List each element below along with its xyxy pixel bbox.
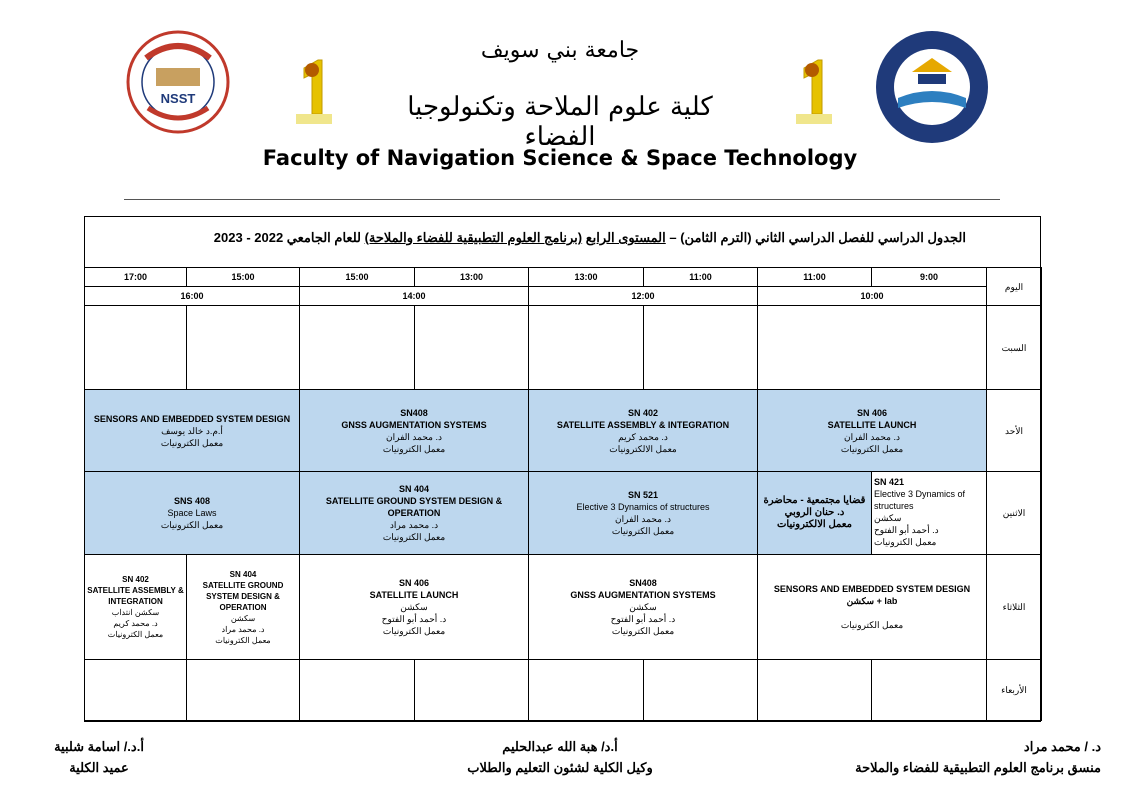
faculty-logo [124, 28, 232, 136]
sat-slot-1 [85, 306, 187, 390]
sat-slot-6 [644, 306, 758, 390]
tue-class-5: SENSORS AND EMBEDDED SYSTEM DESIGN سكشن + lab معمل الكترونيات [758, 555, 987, 660]
sat-slot-3 [300, 306, 415, 390]
tue-class-2: SN 404 SATELLITE GROUND SYSTEM DESIGN & OPERATION سكشن د. محمد مراد معمل الكترونيات [187, 555, 300, 660]
time-top-5: 13:00 [529, 268, 644, 287]
logo-text: NSST [160, 91, 196, 106]
wed-slot-4 [415, 660, 529, 721]
time-top-6: 11:00 [644, 268, 758, 287]
signature-coordinator [855, 736, 1101, 778]
university-name-ar: جامعة بني سويف [480, 38, 640, 63]
day-wednesday: الأربعاء [987, 660, 1042, 721]
day-sunday: الأحد [987, 390, 1042, 472]
day-monday: الاثنين [987, 472, 1042, 555]
vice-dean-name: أ.د/ هبة الله عبدالحليم [502, 739, 618, 754]
schedule-table [84, 267, 1042, 721]
time-top-2: 15:00 [187, 268, 300, 287]
faculty-name-en: Faculty of Navigation Science & Space Technology [262, 146, 858, 170]
header-divider [124, 199, 1000, 200]
wed-slot-5 [529, 660, 644, 721]
wed-slot-7 [758, 660, 872, 721]
time-top-8: 9:00 [872, 268, 987, 287]
time-top-4: 13:00 [415, 268, 529, 287]
university-logo [872, 28, 992, 146]
tue-class-4: SN408 GNSS AUGMENTATION SYSTEMS سكشن د. أحمد أبو الفتوح معمل الكترونيات [529, 555, 758, 660]
signature-dean [24, 736, 174, 778]
day-header: اليوم [987, 268, 1042, 306]
coordinator-title: منسق برنامج العلوم التطبيقية للفضاء والملاحة [855, 760, 1101, 775]
wed-slot-6 [644, 660, 758, 721]
sat-slot-4 [415, 306, 529, 390]
wed-slot-2 [187, 660, 300, 721]
signature-vice-dean [410, 736, 710, 778]
dean-name: أ.د./ اسامة شلبية [54, 739, 144, 754]
sun-class-3: SN 402 SATELLITE ASSEMBLY & INTEGRATION د. محمد كريم معمل الالكترونيات [529, 390, 758, 472]
mon-class-1: SNS 408 Space Laws معمل الكترونيات [85, 472, 300, 555]
sun-class-2: SN408 GNSS AUGMENTATION SYSTEMS د. محمد الفران معمل الكترونيات [300, 390, 529, 472]
time-top-1: 17:00 [85, 268, 187, 287]
dean-title: عميد الكلية [69, 760, 129, 775]
tue-class-3: SN 406 SATELLITE LAUNCH سكشن د. أحمد أبو الفتوح معمل الكترونيات [300, 555, 529, 660]
wed-slot-3 [300, 660, 415, 721]
time-top-3: 15:00 [300, 268, 415, 287]
time-bottom-4: 10:00 [758, 287, 987, 306]
wed-slot-1 [85, 660, 187, 721]
sat-slot-5 [529, 306, 644, 390]
mon-class-5: SN 421 Elective 3 Dynamics of structures سكشن د. أحمد أبو الفتوح معمل الكترونيات [872, 472, 987, 555]
sun-class-4: SN 406 SATELLITE LAUNCH د. محمد الفران معمل الكترونيات [758, 390, 987, 472]
mon-class-4: قضايا مجتمعية - محاضرة د. حنان الروبي معمل الالكترونيات [758, 472, 872, 555]
sat-slot-2 [187, 306, 300, 390]
schedule-title: الجدول الدراسي للفصل الدراسي الثاني (الترم الثامن) – المستوى الرابع (برنامج العلوم التطبيقية للفضاء والملاحة) للعام الجامعي 2022 - 2023 [213, 230, 966, 245]
tue-class-1: SN 402 SATELLITE ASSEMBLY & INTEGRATION سكشن انتداب د. محمد كريم معمل الكترونيات [85, 555, 187, 660]
time-bottom-1: 16:00 [85, 287, 300, 306]
mon-class-2: SN 404 SATELLITE GROUND SYSTEM DESIGN & OPERATION د. محمد مراد معمل الكترونيات [300, 472, 529, 555]
faculty-name-ar: كلية علوم الملاحة وتكنولوجيا الفضاء [407, 92, 713, 152]
vice-dean-title: وكيل الكلية لشئون التعليم والطلاب [467, 760, 653, 775]
time-top-7: 11:00 [758, 268, 872, 287]
time-bottom-3: 12:00 [529, 287, 758, 306]
time-bottom-2: 14:00 [300, 287, 529, 306]
ranking-badge-right [792, 58, 836, 126]
day-tuesday: الثلاثاء [987, 555, 1042, 660]
ranking-badge-left [292, 58, 336, 126]
sun-class-1: SENSORS AND EMBEDDED SYSTEM DESIGN أ.م.د خالد يوسف معمل الكترونيات [85, 390, 300, 472]
coordinator-name: د. / محمد مراد [1023, 739, 1101, 754]
day-saturday: السبت [987, 306, 1042, 390]
mon-class-3: SN 521 Elective 3 Dynamics of structures د. محمد الفران معمل الكترونيات [529, 472, 758, 555]
sat-slot-7 [758, 306, 987, 390]
wed-slot-8 [872, 660, 987, 721]
